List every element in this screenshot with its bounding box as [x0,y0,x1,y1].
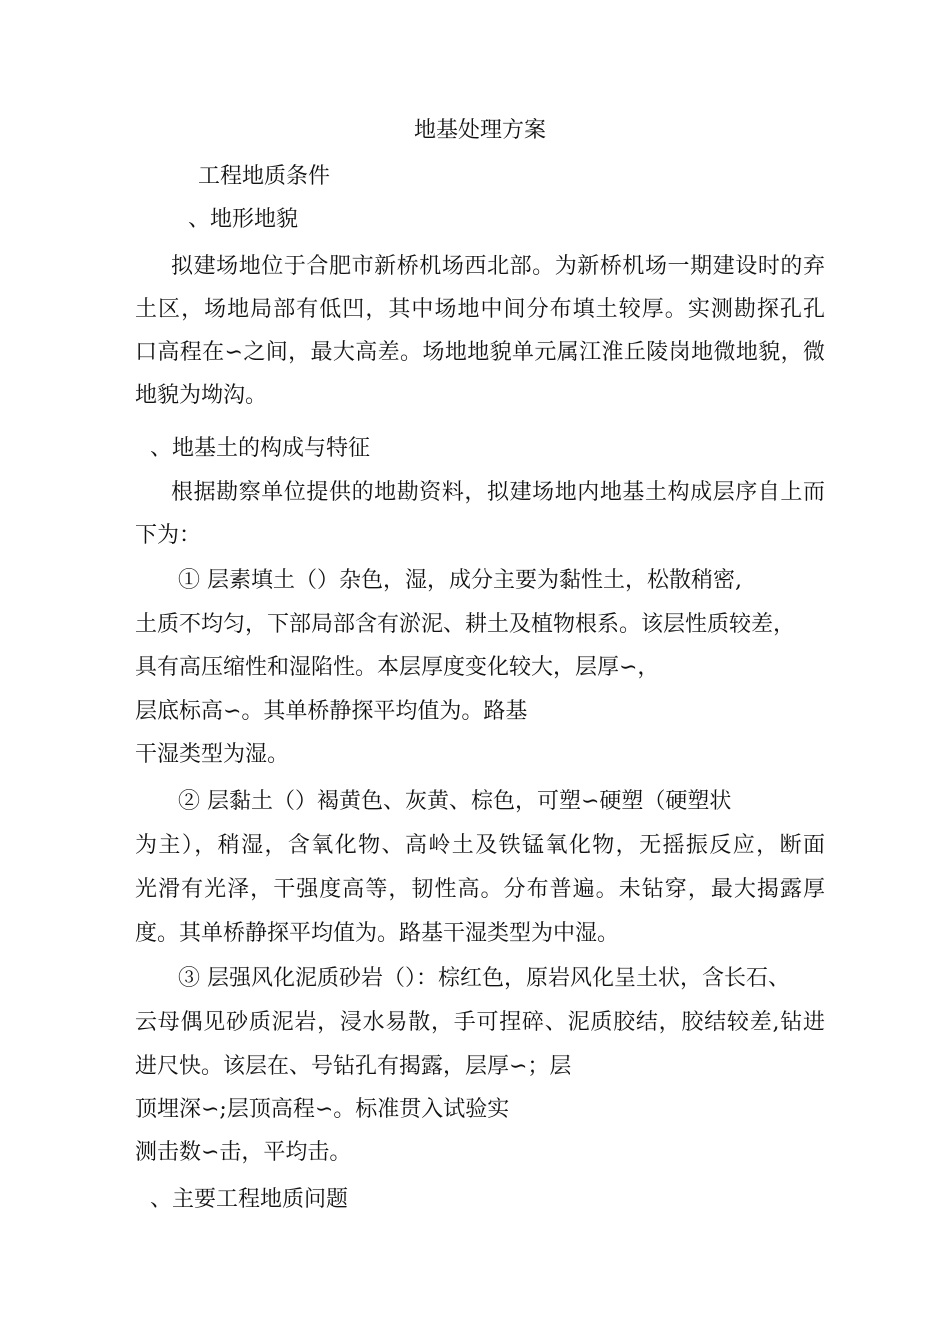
layer1-line: 具有高压缩性和湿陷性。本层厚度变化较大，层厚∽， [135,655,660,680]
layer2-line: 为主），稍湿，含氧化物、高岭土及铁锰氧化物，无摇振反应，断面 [135,833,825,858]
heading-geological-issues: 、主要工程地质问题 [150,1187,349,1212]
paragraph-line: 口高程在∽之间，最大高差。场地地貌单元属江淮丘陵岗地微地貌，微 [135,340,825,365]
paragraph-line: 根据勘察单位提供的地勘资料，拟建场地内地基土构成层序自上而 [171,480,825,505]
layer1-line: 干湿类型为湿。 [135,742,290,767]
layer3-line: 顶埋深∽;层顶高程∽。标准贯入试验实 [135,1097,510,1122]
layer2-line: ② 层黏土（）褐黄色、灰黄、棕色，可塑∽硬塑（硬塑状 [178,789,732,814]
document-title: 地基处理方案 [414,118,547,143]
layer1-line: ① 层素填土（）杂色，湿，成分主要为黏性土，松散稍密, [178,568,742,593]
paragraph-line: 地貌为坳沟。 [135,383,268,408]
heading-topography: 、地形地貌 [188,207,299,232]
layer3-line: 进尺快。该层在、号钻孔有揭露，层厚∽；层 [135,1054,572,1079]
paragraph-line: 下为： [135,523,202,548]
layer1-line: 层底标高∽。其单桥静探平均值为。路基 [135,699,528,724]
heading-engineering-geology: 工程地质条件 [198,164,331,189]
layer2-line: 光滑有光泽，干强度高等，韧性高。分布普遍。未钻穿，最大揭露厚 [135,877,825,902]
paragraph-line: 土区，场地局部有低凹，其中场地中间分布填土较厚。实测勘探孔孔 [135,297,825,322]
layer2-line: 度。其单桥静探平均值为。路基干湿类型为中湿。 [135,921,620,946]
layer3-line: ③ 层强风化泥质砂岩（）：棕红色，原岩风化呈土状，含长石、 [178,966,790,991]
layer3-line: 测击数∽击，平均击。 [135,1140,352,1165]
paragraph-line: 拟建场地位于合肥市新桥机场西北部。为新桥机场一期建设时的弃 [171,254,825,279]
heading-foundation-soil: 、地基土的构成与特征 [150,436,371,461]
layer1-line: 土质不均匀，下部局部含有淤泥、耕土及植物根系。该层性质较差， [135,612,796,637]
layer3-line: 云母偶见砂质泥岩，浸水易散，手可捏碎、泥质胶结，胶结较差,钻进 [135,1010,825,1035]
